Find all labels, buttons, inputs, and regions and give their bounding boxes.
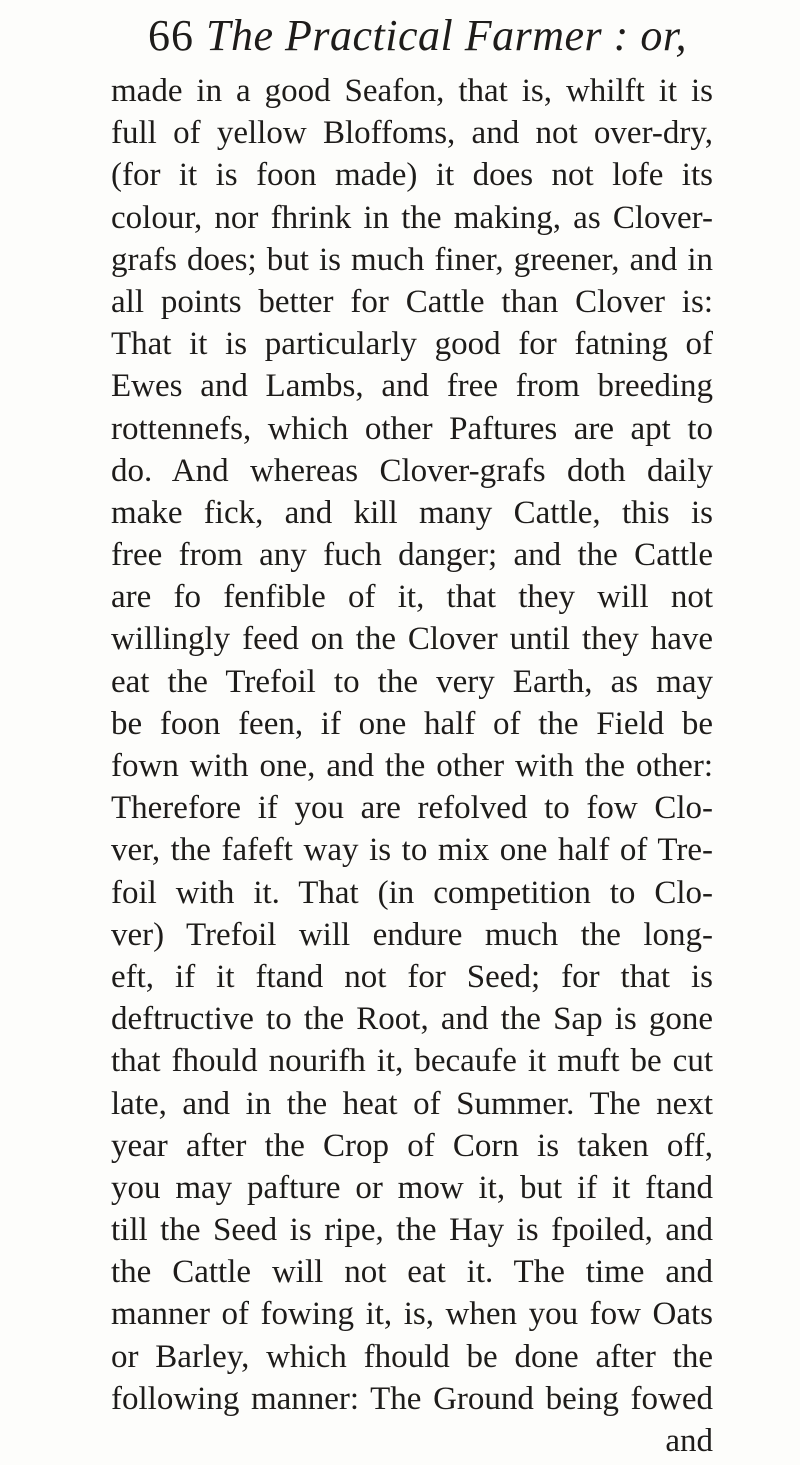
text-line: late, and in the heat of Summer. The next [111,1085,713,1122]
text-line: eft, if it ftand not for Seed; for that is [111,958,713,995]
text-line: are fo fenfible of it, that they will not [111,579,713,616]
text-line: foil with it. That (in competition to Clo- [111,874,713,911]
text-line: manner of fowing it, is, when you fow Oats [111,1296,713,1333]
text-line: colour, nor fhrink in the making, as Clover- [111,199,713,236]
text-line: Ewes and Lambs, and free from breeding [111,368,713,405]
text-line: eat the Trefoil to the very Earth, as may [111,663,713,700]
page-header [148,8,708,64]
text-line: the Cattle will not eat it. The time and [111,1254,713,1291]
text-line: do. And whereas Clover-grafs doth daily [111,452,713,489]
text-line: made in a good Seafon, that is, whilft it is [111,73,713,109]
text-line: till the Seed is ripe, the Hay is fpoiled, and [111,1212,713,1249]
text-line: deftructive to the Root, and the Sap is gone [111,1001,713,1038]
text-line: that fhould nourifh it, becaufe it muft be cut [111,1043,713,1080]
text-line: make fick, and kill many Cattle, this is [111,494,713,531]
text-line: Therefore if you are refolved to fow Clo- [111,790,713,827]
text-line: following manner: The Ground being fowed [111,1380,713,1417]
text-line: (for it is foon made) it does not lofe its [111,157,713,194]
text-line: grafs does; but is much finer, greener, and in [111,241,713,278]
text-line: you may pafture or mow it, but if it ftand [111,1169,713,1206]
text-line: or Barley, which fhould be done after the [111,1338,713,1375]
text-line: That it is particularly good for fatning of [111,326,713,363]
text-line: willingly feed on the Clover until they have [111,621,713,658]
catchword: and [665,1423,713,1459]
text-line: fown with one, and the other with the other: [111,748,713,784]
body-text [111,70,713,1462]
text-line: rottennefs, which other Paftures are apt to [111,410,713,447]
text-line: year after the Crop of Corn is taken off, [111,1127,713,1164]
text-line: full of yellow Bloffoms, and not over-dry, [111,115,713,152]
text-line: free from any fuch danger; and the Cattle [111,537,713,574]
text-line: all points better for Cattle than Clover is: [111,283,713,320]
text-line: ver) Trefoil will endure much the long- [111,916,713,953]
text-line: ver, the fafeft way is to mix one half of Tre- [111,832,713,869]
page-number: 66 [148,11,194,60]
text-line: be foon feen, if one half of the Field be [111,705,713,742]
running-title: The Practical Farmer : or, [206,11,688,60]
